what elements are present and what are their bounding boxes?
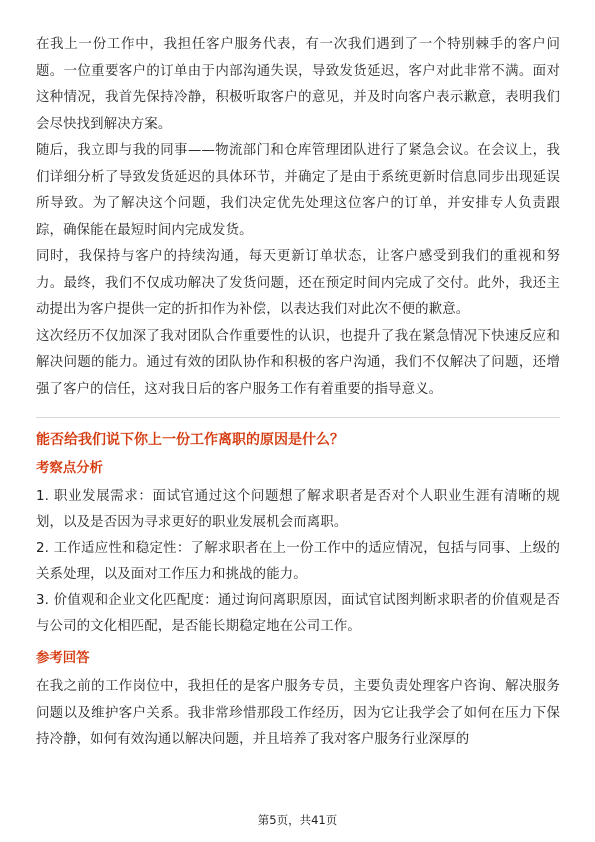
section-divider — [36, 417, 560, 418]
story-paragraph: 在我上一份工作中，我担任客户服务代表，有一次我们遇到了一个特别棘手的客户问题。一位重要客户的订单由于内部沟通失误，导致发货延迟，客户对此非常不满。面对这种情况，我首先保持冷静，积极听取客户的意见，并及时向客户表示歉意，表明我们会尽快找到解决方案。 — [36, 37, 560, 132]
answer-heading: 参考回答 — [36, 651, 90, 666]
analysis-item: 2. 工作适应性和稳定性：了解求职者在上一份工作中的适应情况，包括与同事、上级的关系处理，以及面对工作压力和挑战的能力。 — [36, 541, 560, 582]
page-footer: 第5页，共41页 — [257, 813, 338, 827]
story-paragraph: 随后，我立即与我的同事——物流部门和仓库管理团队进行了紧急会议。在会议上，我们详细分析了导致发货延迟的具体环节，并确定了是由于系统更新时信息同步出现延误所导致。为了解决这个问题，我们决定优先处理这位客户的订单，并安排专人负责跟踪，确保能在最短时间内完成发货。 — [36, 143, 560, 238]
analysis-item: 3. 价值观和企业文化匹配度：通过询问离职原因，面试官试图判断求职者的价值观是否与公司的文化相匹配，是否能长期稳定地在公司工作。 — [36, 593, 560, 634]
story-paragraph: 这次经历不仅加深了我对团队合作重要性的认识，也提升了我在紧急情况下快速反应和解决问题的能力。通过有效的团队协作和积极的客户沟通，我们不仅解决了问题，还增强了客户的信任，这对我日后的客户服务工作有着重要的指导意义。 — [36, 328, 560, 397]
interview-question: 能否给我们说下你上一份工作离职的原因是什么？ — [36, 432, 344, 448]
story-paragraph: 同时，我保持与客户的持续沟通，每天更新订单状态，让客户感受到我们的重视和努力。最终，我们不仅成功解决了发货问题，还在预定时间内完成了交付。此外，我还主动提出为客户提供一定的折扣作为补偿，以表达我们对此次不便的歉意。 — [36, 249, 560, 317]
analysis-item: 1. 职业发展需求：面试官通过这个问题想了解求职者是否对个人职业生涯有清晰的规划，以及是否因为寻求更好的职业发展机会而离职。 — [36, 489, 560, 530]
analysis-heading: 考察点分析 — [36, 461, 103, 476]
answer-paragraph: 在我之前的工作岗位中，我担任的是客户服务专员，主要负责处理客户咨询、解决服务问题以及维护客户关系。我非常珍惜那段工作经历，因为它让我学会了如何在压力下保持冷静，如何有效沟通以解决问题，并且培养了我对客户服务行业深厚的 — [36, 679, 560, 747]
spacer — [36, 640, 560, 648]
document-page — [36, 32, 560, 754]
